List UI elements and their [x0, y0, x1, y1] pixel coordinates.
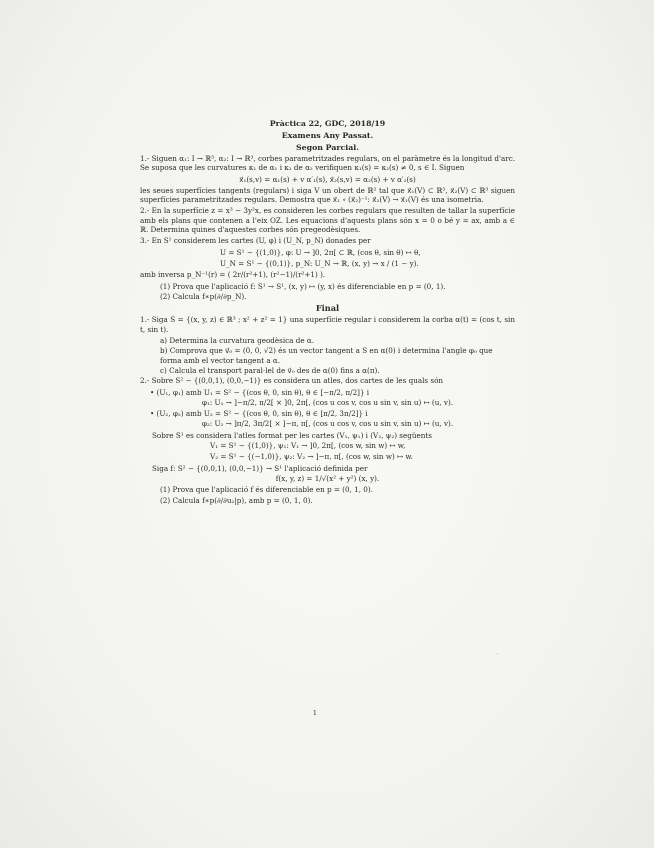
problem-3-chart-1: U = S¹ − {(1,0)}, φ: U → ]0, 2π[ ⊂ ℝ, (cos θ, sin θ) ↦ θ,	[220, 247, 421, 257]
problem-3: 3.- En S¹ considerem les cartes (U, φ) i (U_N, p_N) donades per	[140, 236, 371, 246]
final-problem-1-b: b) Comprova que v⃗₀ = (0, 0, √2) és un vector tangent a S en α(0) i determina l'angle φ₀ que forma amb el vector tangent a α.	[160, 346, 493, 365]
scan-speck: ·	[497, 651, 499, 657]
page-number: 1	[313, 710, 317, 717]
final-problem-2-s1-chart-1: V₁ = S¹ − {(1,0)}, ψ₁: V₁ → ]0, 2π[, (cos w, sin w) ↦ w,	[210, 441, 406, 451]
final-problem-1-a: a) Determina la curvatura geodèsica de α.	[160, 336, 315, 346]
problem-2: 2.- En la superfície z = x³ − 3y²x, es consideren les corbes regulars que resulten de tallar la superfície amb els plans que contenen a l'eix OZ. Les equacions d'aquests plans són x = 0 o bé y = ax, amb a ∈ ℝ. Determina quines d'aquestes corbes són pregeodèsiques.	[140, 206, 515, 235]
final-problem-2-item-2: (2) Calcula f∗p(∂/∂u₂|p), amb p = (0, 1, 0).	[160, 495, 313, 505]
final-problem-2-chart-1: • (U₁, φ₁) amb U₁ = S² − {(cos θ, 0, sin θ), θ ∈ [−π/2, π/2]} i	[150, 387, 370, 397]
problem-3-chart-2: U_N = S¹ − {(0,1)}, p_N: U_N → ℝ, (x, y) → x / (1 − y).	[220, 258, 419, 268]
final-problem-2-s1-chart-2: V₂ = S¹ − {(−1,0)}, ψ₂: V₂ → ]−π, π[, (cos w, sin w) ↦ w.	[210, 452, 413, 462]
problem-1-continuation: les seues superfícies tangents (regulars) i siga V un obert de ℝ² tal que x⃗₁(V) ⊂ ℝ³, x⃗₂(V) ⊂ ℝ³ siguen superfícies parametritzades regulars. Demostra que x⃗₁ ∘ (x⃗₂)⁻¹: x⃗₂(V) → x⃗₁(V) és una isometria.	[140, 185, 515, 205]
problem-3-item-2: (2) Calcula f∗p(∂/∂p_N).	[160, 291, 247, 301]
final-problem-2-map-formula: f(x, y, z) = 1/√(x² + y²) (x, y).	[275, 473, 380, 483]
section-heading-segon-parcial: Segon Parcial.	[296, 143, 359, 152]
section-heading-final: Final	[315, 303, 340, 314]
problem-3-item-1: (1) Prova que l'aplicació f: S¹ → S¹, (x, y) ↦ (y, x) és diferenciable en p = (0, 1).	[160, 281, 446, 291]
doc-subtitle: Examens Any Passat.	[281, 131, 374, 140]
final-problem-2-chart-2: • (U₂, φ₂) amb U₂ = S² − {(cos θ, 0, sin θ), θ ∈ [π/2, 3π/2]} i	[150, 409, 368, 419]
final-problem-1-c: c) Calcula el transport paral·lel de v⃗₀ des de α(0) fins a α(π).	[160, 365, 380, 375]
final-problem-2-map-def: Siga f: S² − {(0,0,1), (0,0,−1)} → S¹ l'aplicació definida per	[152, 463, 368, 473]
doc-title: Pràctica 22, GDC, 2018/19	[269, 119, 386, 128]
document-body	[140, 118, 515, 506]
final-problem-2-s1-atlas: Sobre S¹ es considera l'atles format per les cartes (V₁, ψ₁) i (V₂, ψ₂) següents	[152, 430, 432, 440]
final-problem-2-chart-2-map: φ₂: U₂ → ]π/2, 3π/2[ × ]−π, π[, (cos u cos v, cos u sin v, sin u) ↦ (u, v).	[201, 419, 454, 429]
problem-1: 1.- Siguen α₁: I → ℝ³, α₂: I → ℝ³, corbes parametritzades regulars, on el paràmetre és la longitud d'arc. Se suposa que les curvatures κ₁ de α₁ i κ₂ de α₂ verifiquen κ₁(s) = κ₂(s) ≠ 0, s ∈ I. Siguen	[140, 154, 515, 173]
final-problem-2-chart-1-map: φ₁: U₁ → ]−π/2, π/2[ × ]0, 2π[, (cos u cos v, cos u sin v, sin u) ↦ (u, v).	[201, 397, 454, 407]
final-problem-1: 1.- Siga S = {(x, y, z) ∈ ℝ³ ; x² + z² = 1} una superfície regular i considerem la corba α(t) = (cos t, sin t, sin t).	[140, 315, 515, 334]
final-problem-2-item-1: (1) Prova que l'aplicació f és diferenciable en p = (0, 1, 0).	[160, 485, 373, 495]
problem-3-inverse: amb inversa p_N⁻¹(r) = ( 2r/(r²+1), (r²−1)/(r²+1) ).	[140, 270, 326, 280]
final-problem-2: 2.- Sobre S² − {(0,0,1), (0,0,−1)} es considera un atles, dos cartes de les quals són	[140, 376, 444, 386]
problem-1-equation: x⃗₁(s,v) = α₁(s) + v α′₁(s), x⃗₂(s,v) = α₂(s) + v α′₂(s)	[239, 174, 416, 184]
